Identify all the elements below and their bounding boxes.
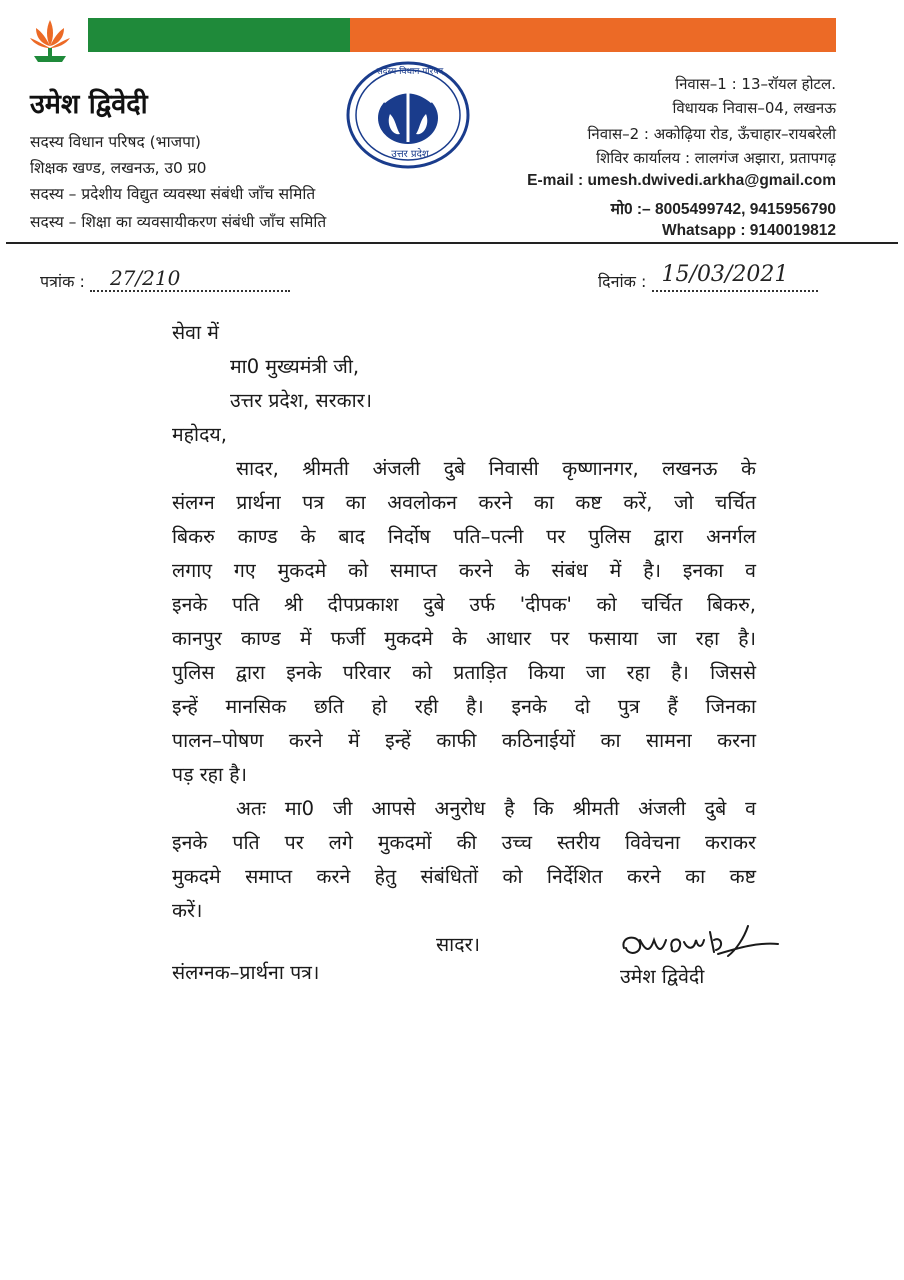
para1-line: इनके पति श्री दीपप्रकाश दुबे उर्फ 'दीपक' को चर्चित बिकरु, (172, 593, 756, 616)
lotus-logo-icon (26, 12, 74, 68)
ref-number (40, 266, 290, 292)
ref-number-value: 27/210 (109, 266, 181, 290)
greeting: महोदय, (172, 423, 227, 446)
closing: सादर। (436, 933, 480, 956)
para1-line: कानपुर काण्ड में फर्जी मुकदमे के आधार पर फसाया जा रहा है। (172, 627, 756, 650)
seal-bottom-text: उत्तर प्रदेश (391, 149, 429, 160)
ref-number-label: पत्रांक : (40, 272, 85, 291)
sender-name: उमेश द्विवेदी (30, 89, 148, 120)
header-band-orange (350, 18, 836, 52)
para2-last-line: करें। (172, 899, 203, 922)
signatory-name: उमेश द्विवेदी (620, 965, 705, 988)
date-value: 15/03/2021 (661, 262, 789, 287)
para1-line: सादर, श्रीमती अंजली दुबे निवासी कृष्णानगर, लखनऊ के (236, 457, 756, 480)
para2-line: अतः मा0 जी आपसे अनुरोध है कि श्रीमती अंजली दुबे व (236, 797, 756, 820)
recipient-line-1: मा0 मुख्यमंत्री जी, (230, 355, 360, 378)
para1-line: बिकरु काण्ड के बाद निर्दोष पति–पत्नी पर पुलिस द्वारा अनर्गल (172, 525, 756, 548)
para1-line: संलग्न प्रार्थना पत्र का अवलोकन करने का कष्ट करें, जो चर्चित (172, 491, 756, 514)
enclosure: संलग्नक–प्रार्थना पत्र। (172, 961, 320, 984)
signature-icon (618, 918, 788, 966)
address-line-3: निवास–2 : अकोढ़िया रोड, ऊँचाहार–रायबरेली (587, 125, 836, 143)
salutation-to: सेवा में (172, 321, 219, 344)
address-line-4: शिविर कार्यालय : लालगंज अझारा, प्रतापगढ़ (596, 149, 836, 167)
para1-line: इन्हें मानसिक छति हो रही है। इनके दो पुत्र हैं जिनका (172, 695, 756, 718)
email-line: E-mail : umesh.dwivedi.arkha@gmail.com (527, 172, 836, 189)
recipient-line-2: उत्तर प्रदेश, सरकार। (230, 389, 372, 412)
mobile-line: मो0 :– 8005499742, 9415956790 (610, 201, 836, 218)
sender-line-3: सदस्य – प्रदेशीय विद्युत व्यवस्था संबंधी जाँच समिति (30, 185, 316, 203)
para2-line: इनके पति पर लगे मुकदमों की उच्च स्तरीय विवेचना कराकर (172, 831, 756, 854)
para2-line: मुकदमे समाप्त करने हेतु संबंधितों को निर्देशित करने का कष्ट (172, 865, 756, 888)
header-band-green (88, 18, 350, 52)
para1-line: पुलिस द्वारा इनके परिवार को प्रताड़ित किया जा रहा है। जिससे (172, 661, 756, 684)
para1-line: लगाए गए मुकदमे को समाप्त करने के संबंध में है। इनका व (172, 559, 756, 582)
header-divider (6, 242, 898, 244)
address-line-1: निवास–1 : 13–रॉयल होटल. (675, 75, 836, 93)
date-dots (652, 262, 818, 292)
address-line-2: विधायक निवास–04, लखनऊ (672, 99, 836, 117)
date-field (598, 262, 818, 292)
sender-line-4: सदस्य – शिक्षा का व्यवसायीकरण संबंधी जाँच समिति (30, 213, 327, 231)
whatsapp-line: Whatsapp : 9140019812 (661, 222, 836, 239)
para1-line: पालन–पोषण करने में इन्हें काफी कठिनाईयों का सामना करना (172, 729, 756, 752)
para1-last-line: पड़ रहा है। (172, 763, 248, 786)
sender-line-1: सदस्य विधान परिषद (भाजपा) (30, 133, 201, 151)
sender-line-2: शिक्षक खण्ड, लखनऊ, उ0 प्र0 (30, 159, 207, 177)
ref-number-dots (90, 266, 290, 292)
seal-top-text: सदस्य विधान परिषद (376, 67, 444, 77)
date-label: दिनांक : (598, 272, 647, 291)
